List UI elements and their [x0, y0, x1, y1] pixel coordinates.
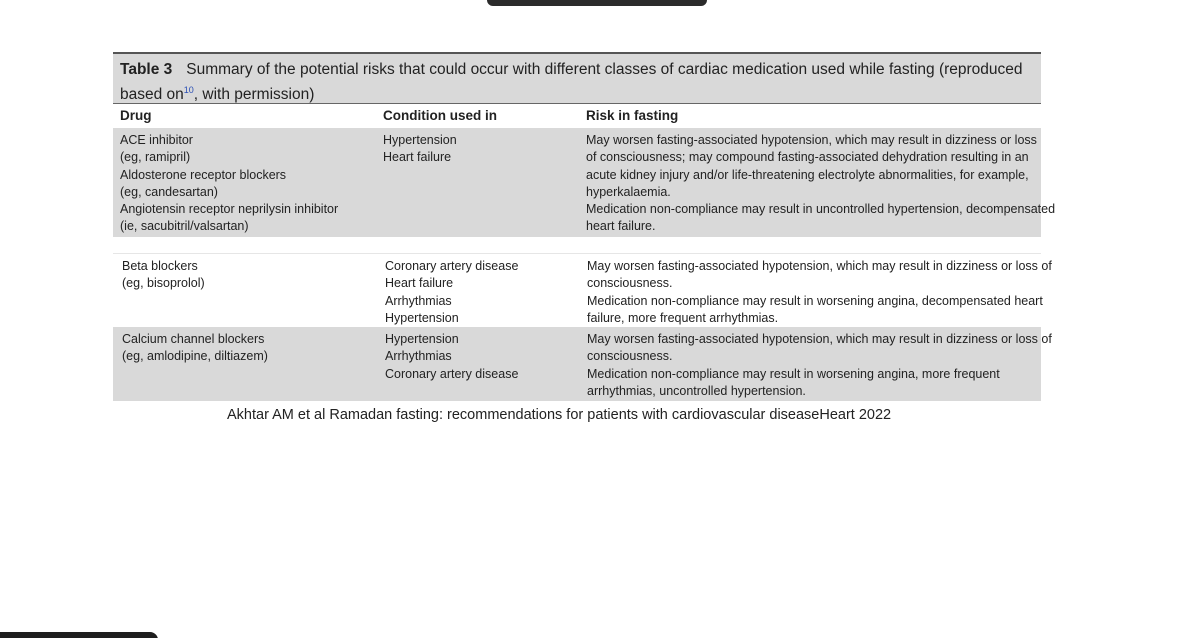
- condition-line: Coronary artery disease: [385, 366, 519, 381]
- risk-cell: [586, 132, 1056, 236]
- source-citation: Akhtar AM et al Ramadan fasting: recommendations for patients with cardiovascular diseaseHeart 2022: [227, 407, 892, 423]
- drug-line: (eg, ramipril): [120, 150, 191, 165]
- drug-cell: [122, 331, 372, 366]
- drug-cell: [122, 258, 372, 293]
- drug-line: ACE inhibitor: [120, 133, 193, 147]
- table-row: [113, 128, 1056, 237]
- risk-line: May worsen fasting-associated hypotension, which may result in dizziness or loss of: [587, 332, 1052, 346]
- condition-line: Arrhythmias: [385, 349, 452, 364]
- condition-line: Hypertension: [383, 133, 457, 147]
- drug-line: (eg, candesartan): [120, 184, 218, 199]
- risk-line: Medication non-compliance may result in uncontrolled hypertension, decompensated: [586, 202, 1056, 217]
- drug-line: Angiotensin receptor neprilysin inhibitor: [120, 202, 339, 217]
- condition-cell: [383, 132, 573, 167]
- caption-text-end: , with permission): [193, 86, 315, 104]
- risk-line: hyperkalaemia.: [586, 184, 671, 199]
- header-risk: Risk in fasting: [586, 108, 679, 123]
- risk-line: failure, more frequent arrhythmias.: [587, 310, 779, 325]
- table-header-row: [113, 103, 1041, 129]
- risk-line: of consciousness; may compound fasting-associated dehydration resulting in an: [586, 150, 1029, 165]
- risk-line: arrhythmias, uncontrolled hypertension.: [587, 383, 806, 398]
- risk-line: heart failure.: [586, 219, 656, 234]
- header-drug: Drug: [120, 108, 152, 123]
- condition-line: Arrhythmias: [385, 293, 452, 308]
- risk-cell: [587, 258, 1052, 327]
- risk-line: consciousness.: [587, 276, 673, 291]
- drug-line: Aldosterone receptor blockers: [120, 167, 287, 182]
- drug-line: (eg, amlodipine, diltiazem): [122, 349, 268, 364]
- table-label: Table 3: [120, 61, 173, 78]
- condition-line: Heart failure: [383, 150, 452, 165]
- drug-line: (eg, bisoprolol): [122, 276, 205, 291]
- condition-line: Coronary artery disease: [385, 259, 519, 273]
- condition-line: Hypertension: [385, 332, 459, 346]
- drug-line: Calcium channel blockers: [122, 332, 265, 346]
- table-figure: [113, 52, 1056, 401]
- bottom-overlay-bar: [0, 632, 158, 638]
- drug-line: (ie, sacubitril/valsartan): [120, 219, 249, 234]
- condition-line: Hypertension: [385, 310, 459, 325]
- table-row: [113, 327, 1052, 401]
- risk-line: May worsen fasting-associated hypotension, which may result in dizziness or loss of: [587, 259, 1052, 273]
- condition-line: Heart failure: [385, 276, 454, 291]
- risk-line: May worsen fasting-associated hypotension, which may result in dizziness or loss: [586, 133, 1037, 147]
- caption-text: Summary of the potential risks that could occur with different classes of cardiac medication used while fasting (reproduced based on: [120, 61, 1023, 104]
- drug-cell: [120, 132, 370, 236]
- table-row: [113, 253, 1052, 328]
- risk-line: Medication non-compliance may result in worsening angina, decompensated heart: [587, 293, 1043, 308]
- top-overlay-bar: [487, 0, 707, 6]
- risk-line: acute kidney injury and/or life-threatening electrolyte abnormalities, for example,: [586, 167, 1029, 182]
- drug-line: Beta blockers: [122, 259, 198, 273]
- reference-link[interactable]: 10: [183, 85, 194, 95]
- risk-line: consciousness.: [587, 349, 673, 364]
- table-caption: [113, 52, 1041, 104]
- condition-cell: [385, 331, 575, 383]
- risk-line: Medication non-compliance may result in worsening angina, more frequent: [587, 366, 1000, 381]
- header-condition: Condition used in: [383, 108, 497, 123]
- condition-cell: [385, 258, 575, 327]
- risk-cell: [587, 331, 1052, 400]
